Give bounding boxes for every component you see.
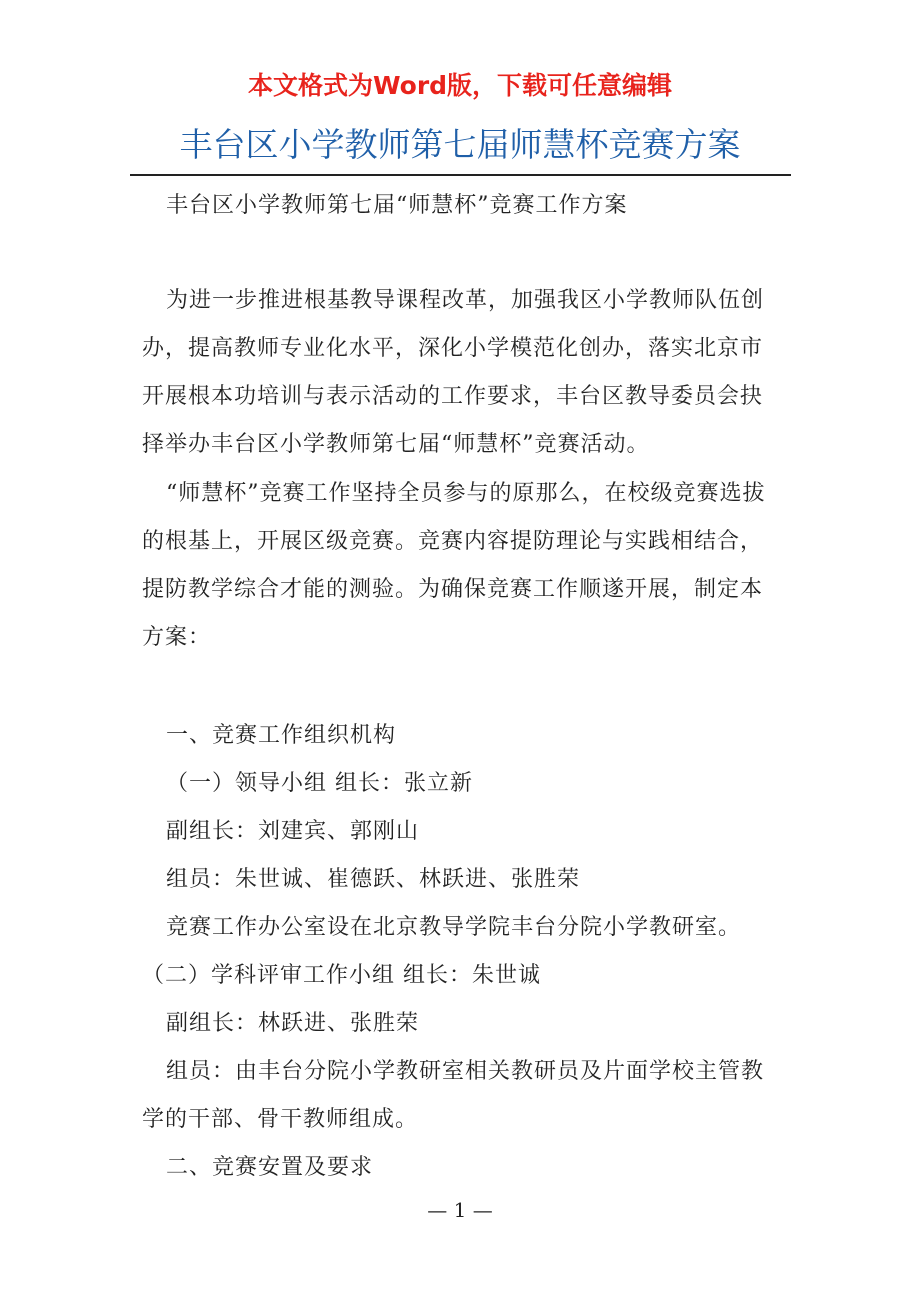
leadership-group-deputy: 副组长：刘建宾、郭刚山 (166, 819, 420, 844)
section-heading-organization: 一、竞赛工作组织机构 (166, 723, 397, 748)
section-heading-arrangements: 二、竞赛安置及要求 (166, 1155, 374, 1180)
leadership-group-members: 组员：朱世诚、崔德跃、林跃进、张胜荣 (166, 867, 581, 892)
leadership-group-heading: （一）领导小组 组长：张立新 (166, 771, 473, 796)
intro-paragraph-2: “师慧杯”竞赛工作坚持全员参与的原那么，在校级竞赛选拔的根基上，开展区级竞赛。竞赛内容提防理论与实践相结合，提防教学综合才能的测验。为确保竞赛工作顺遂开展，制定本方案： (142, 481, 766, 650)
review-group-members: 组员：由丰台分院小学教研室相关教研员及片面学校主管教学的干部、骨干教师组成。 (142, 1059, 765, 1132)
format-notice: 本文格式为Word版，下载可任意编辑 (247, 71, 673, 100)
document-title: 丰台区小学教师第七届师慧杯竞赛方案 (179, 125, 741, 164)
intro-paragraph-1: 为进一步推进根基教导课程改革，加强我区小学教师队伍创办，提高教师专业化水平，深化小学模范化创办，落实北京市开展根本功培训与表示活动的工作要求，丰台区教导委员会抉择举办丰台区小学教师第七届“师慧杯”竞赛活动。 (142, 288, 765, 457)
competition-office-note: 竞赛工作办公室设在北京教导学院丰台分院小学教研室。 (166, 915, 742, 940)
subtitle: 丰台区小学教师第七届“师慧杯”竞赛工作方案 (166, 193, 628, 218)
review-group-deputy: 副组长：林跃进、张胜荣 (166, 1011, 420, 1036)
review-group-heading: （二）学科评审工作小组 组长：朱世诚 (142, 963, 541, 988)
title-divider (130, 174, 791, 176)
page-number: — 1 — (427, 1198, 493, 1222)
